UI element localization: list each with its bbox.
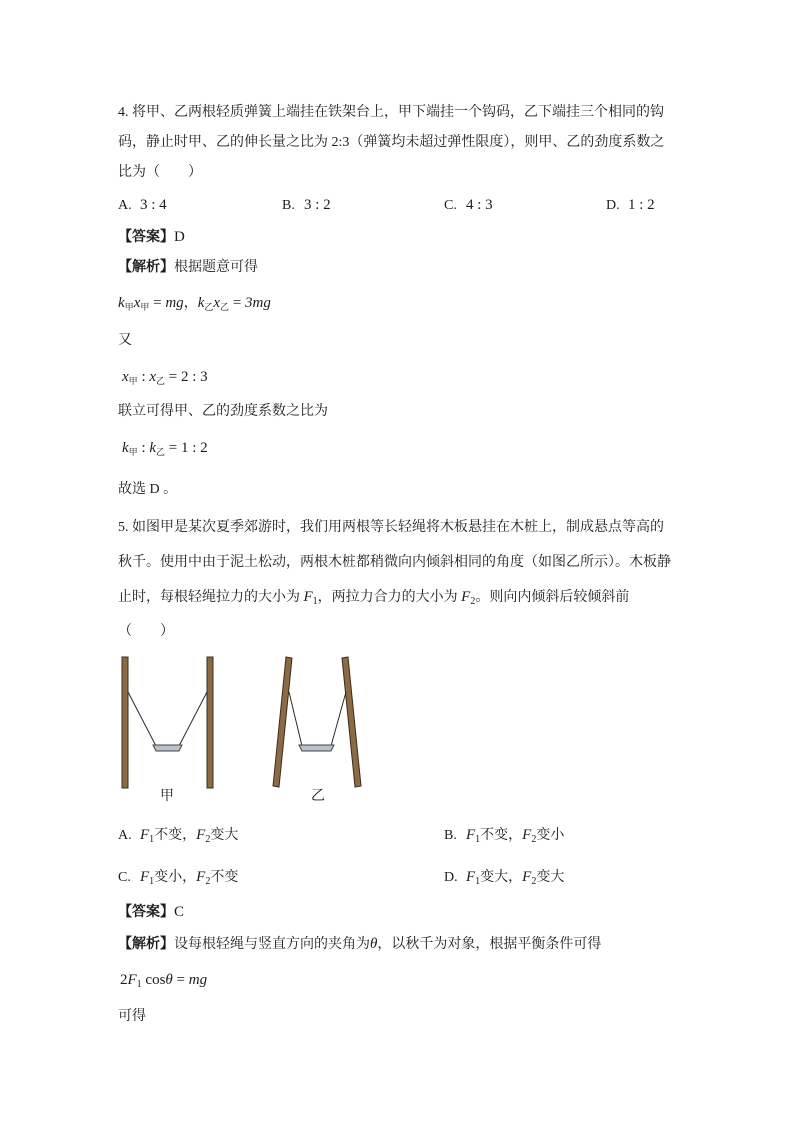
cos-function: cos [141, 972, 166, 988]
q4-conclusion: 故选 D 。 [118, 482, 178, 497]
symbol-k: k [149, 440, 157, 456]
q4-option-d [606, 195, 655, 215]
option-f2-change: 不变 [210, 870, 239, 885]
q5-option-a [118, 825, 238, 845]
analysis-text: 设每根轻绳与竖直方向的夹角为 [174, 937, 370, 952]
symbol-x: x [133, 295, 141, 311]
q4-analysis [118, 258, 258, 278]
option-f2-change: 变小 [536, 828, 565, 843]
subscript-2: 2 [531, 876, 537, 887]
q4-answer [118, 227, 185, 247]
separator: ， [182, 828, 197, 843]
q4-equation-3 [122, 438, 208, 458]
q4-stem-line-2: 码，静止时甲、乙的伸长量之比为 2:3（弹簧均未超过弹性限度），则甲、乙的劲度系数之 [118, 135, 665, 150]
rhs-mg: mg [188, 972, 208, 988]
figure-label-left: 甲 [160, 789, 174, 804]
figure-label-right: 乙 [311, 789, 325, 804]
symbol-k: k [197, 295, 205, 311]
option-letter: C. [444, 198, 457, 213]
q4-option-c [444, 195, 493, 215]
q5-option-c [118, 867, 238, 887]
separator: ， [183, 296, 198, 311]
option-f1-change: 不变 [154, 828, 183, 843]
option-value: 4 : 3 [466, 197, 493, 213]
rhs-mg: mg [165, 295, 184, 311]
subscript-2: 2 [531, 834, 537, 845]
subscript-yi: 乙 [156, 376, 166, 386]
swing-b-right-rope [331, 692, 346, 746]
subscript-1: 1 [149, 876, 155, 887]
q5-equation-1 [120, 970, 207, 990]
option-value: 3 : 4 [140, 197, 167, 213]
symbol-f: F [461, 589, 471, 605]
q4-also: 又 [118, 333, 132, 348]
symbol-theta: θ [165, 972, 173, 988]
stem-text: 。则向内倾斜后较倾斜前 [475, 590, 630, 605]
separator: ， [508, 828, 523, 843]
analysis-label: 【解析】 [118, 260, 174, 275]
symbol-f: F [466, 827, 476, 843]
swing-b-right-post [342, 657, 361, 787]
symbol-f: F [140, 869, 150, 885]
q5-answer [118, 902, 184, 922]
equals-sign: = [165, 369, 182, 385]
q5-analysis [118, 934, 601, 954]
swing-a-left-rope [128, 692, 156, 746]
q4-equation-2 [122, 367, 208, 387]
swing-a-right-rope [179, 692, 207, 746]
q4-stem-line-3: 比为（ ） [118, 165, 202, 180]
symbol-f: F [303, 589, 313, 605]
subscript-2: 2 [470, 596, 476, 607]
subscript-yi: 乙 [156, 447, 166, 457]
option-f2-change: 变大 [536, 870, 565, 885]
stem-text: ，两拉力合力的大小为 [317, 590, 462, 605]
q4-stem-line-1: 4. 将甲、乙两根轻质弹簧上端挂在铁架台上，甲下端挂一个钩码，乙下端挂三个相同的钩 [118, 105, 664, 120]
q4-option-b [282, 195, 331, 215]
subscript-1: 1 [475, 834, 481, 845]
equals-sign: = [172, 972, 189, 988]
q4-equation-1 [118, 293, 271, 313]
subscript-jia: 甲 [128, 376, 138, 386]
separator: ， [182, 870, 197, 885]
option-letter: D. [444, 870, 458, 885]
symbol-k: k [122, 440, 129, 456]
q5-stem-line-1: 5. 如图甲是某次夏季郊游时，我们用两根等长轻绳将木板悬挂在木桩上，制成悬点等高的 [118, 520, 664, 535]
colon: : [137, 440, 150, 456]
subscript-1: 1 [312, 596, 318, 607]
symbol-x: x [122, 369, 129, 385]
swing-b-left-post [273, 657, 292, 787]
swing-b-board [299, 745, 334, 751]
option-letter: B. [444, 828, 457, 843]
stem-text: 止时，每根轻绳拉力的大小为 [118, 590, 304, 605]
q5-stem-line-2: 秋千。使用中由于泥土松动，两根木桩都稍微向内倾斜相同的角度（如图乙所示）。木板静 [118, 555, 671, 570]
symbol-f: F [127, 972, 137, 988]
equals-sign: = [229, 295, 246, 311]
q5-option-d [444, 867, 564, 887]
answer-label: 【答案】 [118, 905, 174, 920]
option-f1-change: 不变 [480, 828, 509, 843]
subscript-1: 1 [475, 876, 481, 887]
q5-then: 可得 [118, 1009, 146, 1024]
analysis-text: ，以秋千为对象，根据平衡条件可得 [377, 937, 602, 952]
q4-option-a [118, 195, 167, 215]
coefficient: 2 [120, 972, 128, 988]
subscript-1: 1 [136, 979, 142, 990]
symbol-f: F [196, 869, 206, 885]
q5-option-b [444, 825, 564, 845]
equals-sign: = [149, 295, 166, 311]
symbol-f: F [522, 869, 532, 885]
q4-combine: 联立可得甲、乙的劲度系数之比为 [118, 404, 328, 419]
subscript-jia: 甲 [128, 447, 138, 457]
answer-label: 【答案】 [118, 230, 174, 245]
option-value: 3 : 2 [304, 197, 331, 213]
ratio-value: 2 : 3 [181, 369, 208, 385]
symbol-theta: θ [370, 936, 378, 952]
subscript-yi: 乙 [204, 302, 214, 312]
option-letter: A. [118, 828, 132, 843]
symbol-f: F [466, 869, 476, 885]
symbol-x: x [213, 295, 221, 311]
option-f1-change: 变大 [480, 870, 509, 885]
subscript-jia: 甲 [124, 302, 134, 312]
analysis-text: 根据题意可得 [174, 260, 258, 275]
option-letter: D. [606, 198, 620, 213]
option-value: 1 : 2 [628, 197, 655, 213]
symbol-f: F [522, 827, 532, 843]
option-letter: A. [118, 198, 132, 213]
swing-b-left-rope [289, 692, 302, 746]
swing-a-left-post [122, 657, 128, 788]
equals-sign: = [165, 440, 182, 456]
symbol-k: k [118, 295, 125, 311]
ratio-value: 1 : 2 [181, 440, 208, 456]
option-f2-change: 变大 [210, 828, 239, 843]
symbol-f: F [140, 827, 150, 843]
swing-a-board [153, 745, 182, 751]
answer-value: C [174, 904, 185, 920]
option-letter: C. [118, 870, 131, 885]
analysis-label: 【解析】 [118, 937, 174, 952]
subscript-yi: 乙 [220, 302, 230, 312]
separator: ， [508, 870, 523, 885]
symbol-x: x [149, 369, 157, 385]
subscript-1: 1 [149, 834, 155, 845]
rhs-3mg: 3mg [245, 295, 271, 311]
subscript-2: 2 [205, 876, 211, 887]
swing-figure [100, 645, 380, 805]
colon: : [137, 369, 150, 385]
subscript-jia: 甲 [140, 302, 150, 312]
swing-a-right-post [207, 657, 213, 788]
answer-value: D [174, 229, 185, 245]
q5-stem-line-3 [118, 587, 629, 607]
subscript-2: 2 [205, 834, 211, 845]
option-f1-change: 变小 [154, 870, 183, 885]
option-letter: B. [282, 198, 295, 213]
symbol-f: F [196, 827, 206, 843]
q5-stem-line-4: （ ） [118, 624, 174, 639]
